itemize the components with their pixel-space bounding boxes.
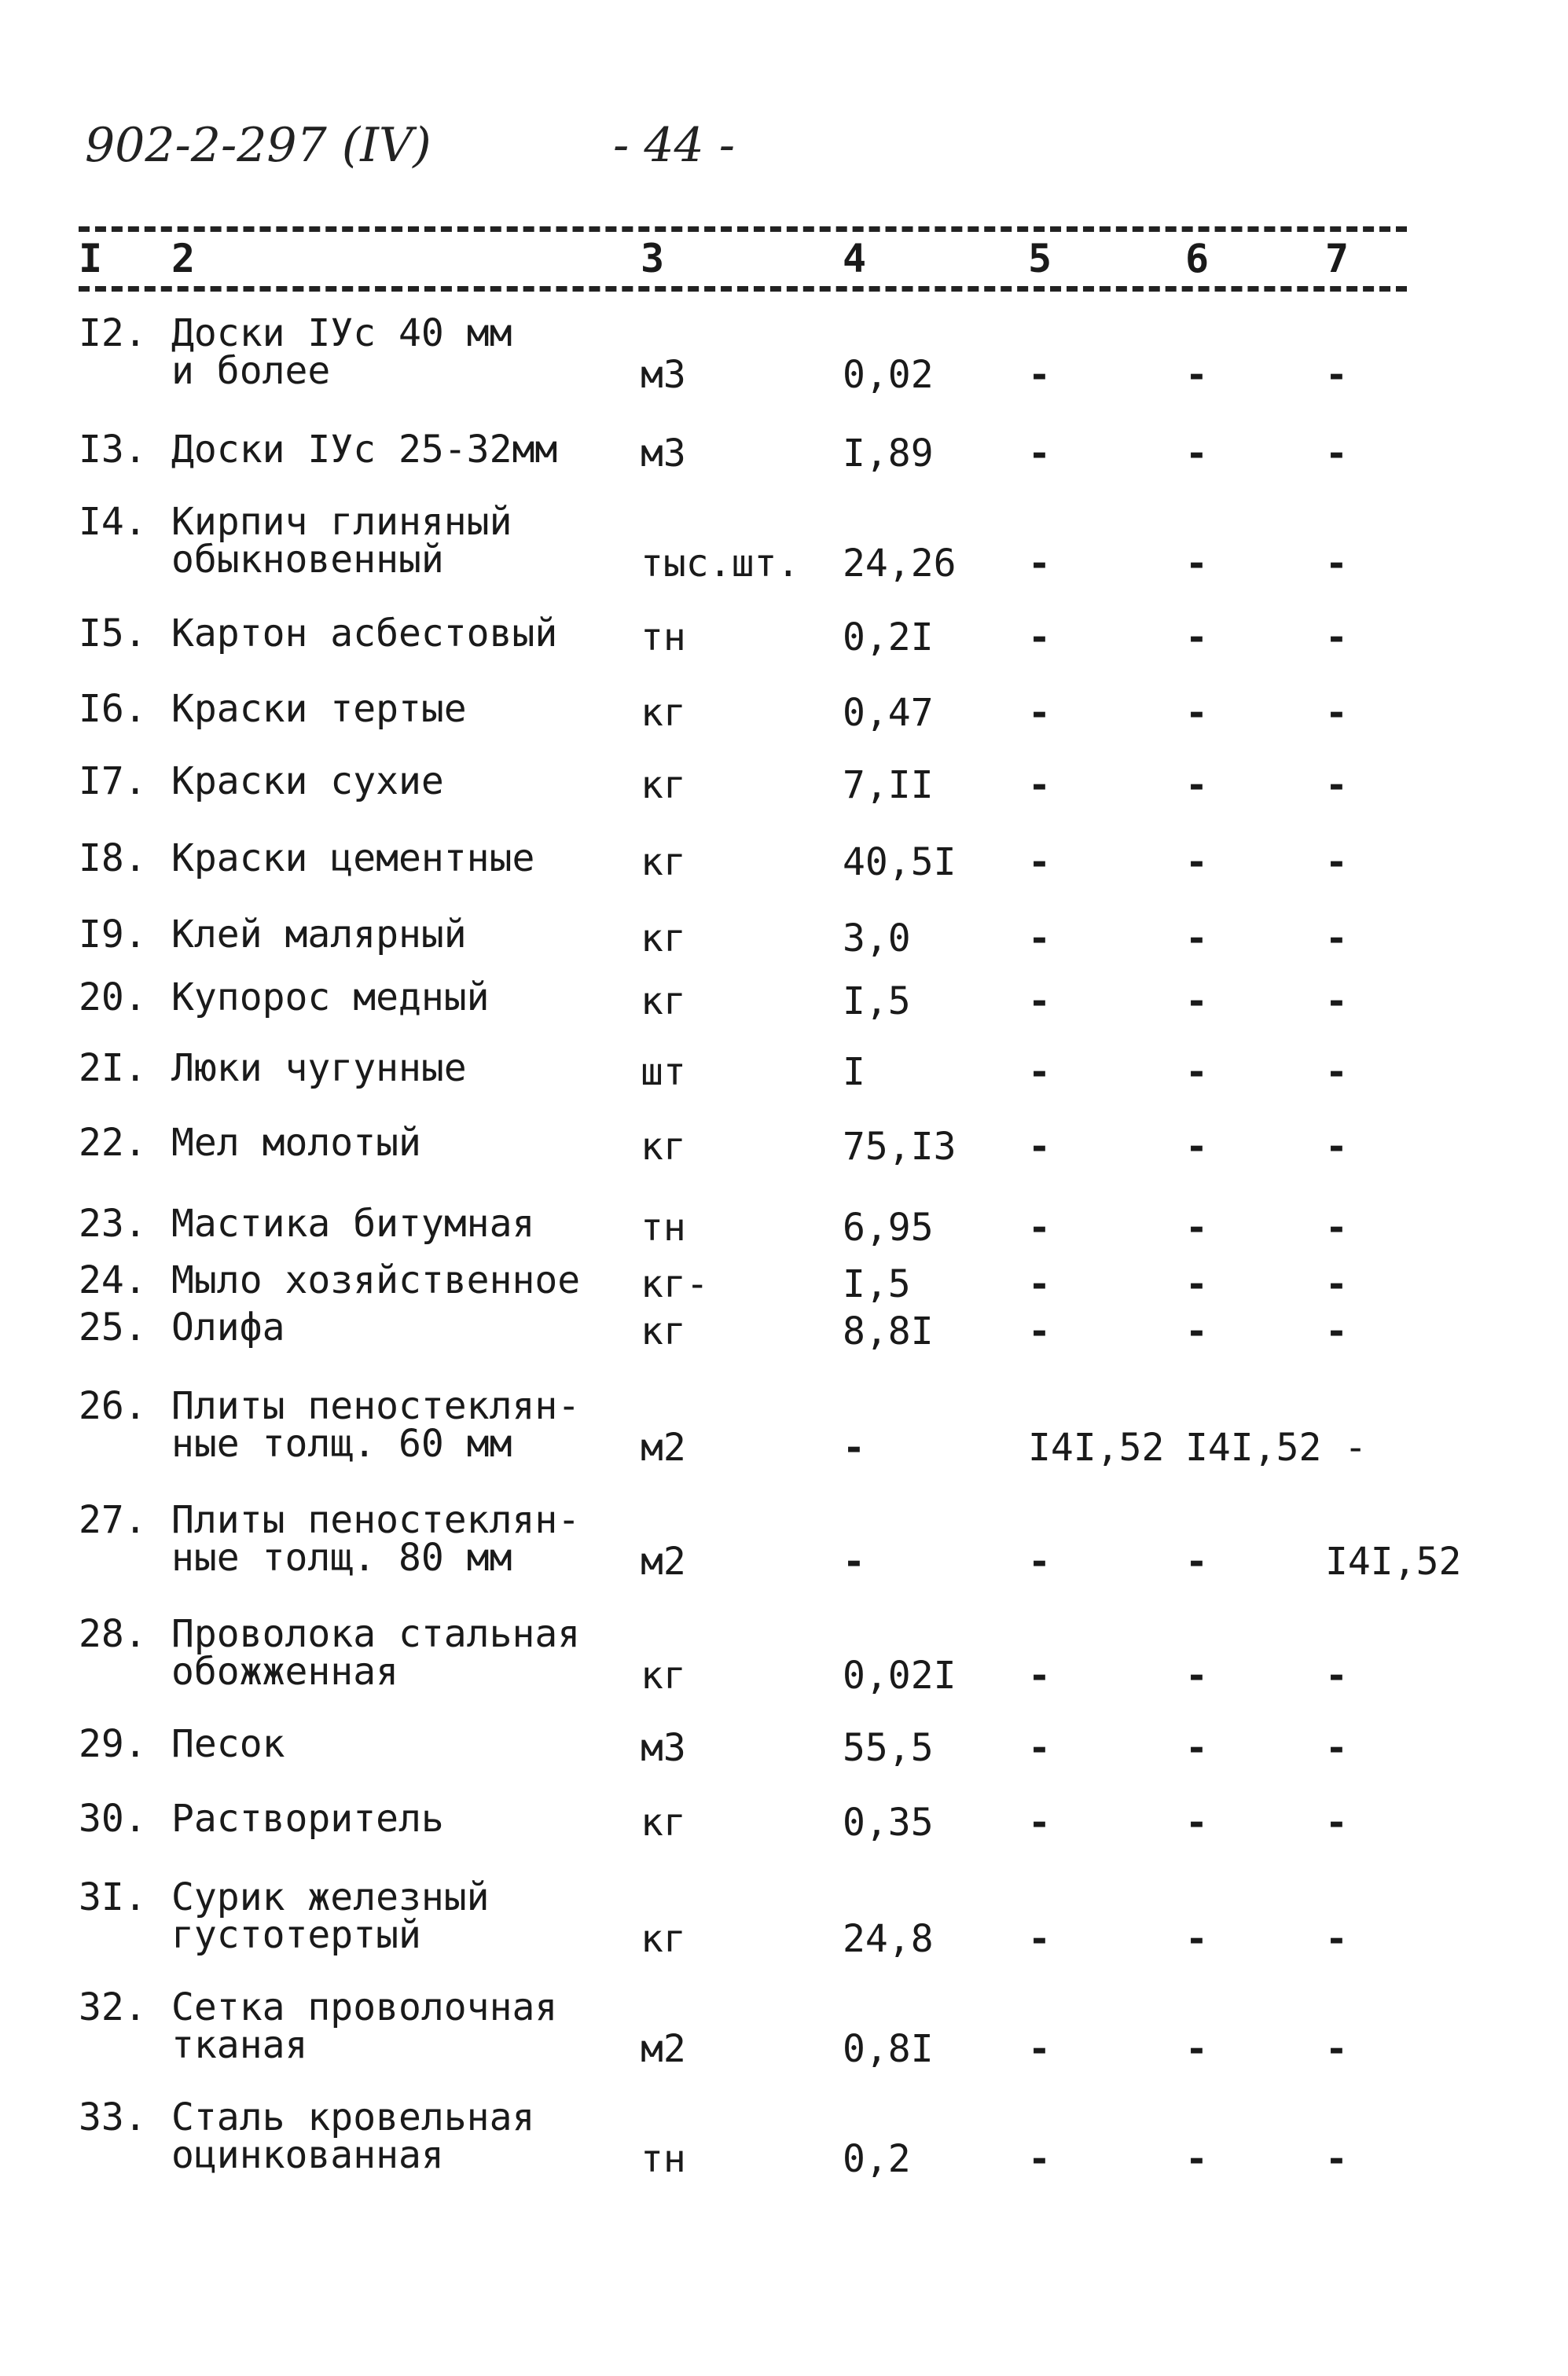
value-cell-c5: - — [1028, 1050, 1051, 1094]
unit-cell: кг — [641, 1654, 686, 1698]
value-cell-c5: - — [1028, 979, 1051, 1023]
row-number: 27. — [79, 1498, 147, 1542]
value-cell-c7: - — [1325, 1801, 1348, 1845]
value-cell-c6: - — [1185, 1917, 1208, 1961]
value-cell-c7: - — [1325, 1262, 1348, 1306]
quantity-cell: - — [843, 1540, 865, 1584]
material-name: Люки чугунные — [171, 1046, 467, 1090]
material-name: Мел молотый — [171, 1121, 421, 1165]
row-number: 26. — [79, 1384, 147, 1428]
quantity-cell: - — [843, 1426, 865, 1470]
value-cell-c5: - — [1028, 1726, 1051, 1770]
row-number: 22. — [79, 1121, 147, 1165]
value-cell-c5: - — [1028, 691, 1051, 735]
unit-cell: м2 — [641, 1540, 686, 1584]
column-header-5: 5 — [1028, 236, 1052, 281]
value-cell-c6: - — [1185, 979, 1208, 1023]
value-cell-c5: - — [1028, 1654, 1051, 1698]
material-name: ные толщ. 60 мм — [171, 1422, 512, 1466]
material-name: Картон асбестовый — [171, 611, 558, 656]
value-cell-c7: - — [1325, 916, 1348, 960]
value-cell-c6: - — [1185, 1125, 1208, 1169]
unit-cell: м3 — [641, 1726, 686, 1770]
unit-cell: шт — [641, 1050, 686, 1094]
value-cell-c7: - — [1325, 431, 1348, 476]
value-cell-c7: - — [1325, 1206, 1348, 1250]
material-name: Сетка проволочная — [171, 1985, 558, 2029]
material-name: Доски IУс 40 мм — [171, 311, 512, 355]
material-name: и более — [171, 349, 331, 393]
row-number: 25. — [79, 1306, 147, 1350]
unit-cell: м3 — [641, 431, 686, 476]
value-cell-c5: - — [1028, 1917, 1051, 1961]
material-name: Плиты пеностеклян- — [171, 1384, 581, 1428]
quantity-cell: 24,8 — [843, 1917, 934, 1961]
unit-cell: кг — [641, 1801, 686, 1845]
value-cell-c6: - — [1185, 2137, 1208, 2181]
unit-cell: кг — [641, 763, 686, 807]
row-number: I8. — [79, 836, 147, 880]
material-name: Олифа — [171, 1306, 285, 1350]
value-cell-c5: - — [1028, 1801, 1051, 1845]
quantity-cell: I — [843, 1050, 865, 1094]
quantity-cell: 0,35 — [843, 1801, 934, 1845]
unit-cell: тыс.шт. — [641, 542, 800, 586]
row-number: 3I. — [79, 1875, 147, 1919]
value-cell-c5: - — [1028, 763, 1051, 807]
value-cell-c6: - — [1185, 1654, 1208, 1698]
material-name: Растворитель — [171, 1797, 444, 1841]
value-cell-c7: - — [1325, 2027, 1348, 2071]
material-name: Краски сухие — [171, 759, 444, 803]
document-code: 902-2-297 (IV) — [85, 118, 431, 173]
row-number: 29. — [79, 1722, 147, 1766]
quantity-cell: 7,II — [843, 763, 934, 807]
quantity-cell: 40,5I — [843, 840, 957, 884]
row-number: I5. — [79, 611, 147, 656]
material-name: Проволока стальная — [171, 1612, 581, 1656]
row-number: I2. — [79, 311, 147, 355]
quantity-cell: 55,5 — [843, 1726, 934, 1770]
column-header-6: 6 — [1185, 236, 1210, 281]
value-cell-c6: - — [1185, 840, 1208, 884]
material-name: Мыло хозяйственное — [171, 1258, 581, 1302]
quantity-cell: I,89 — [843, 431, 934, 476]
value-cell-c5: - — [1028, 1309, 1051, 1353]
value-cell-c5: I4I,52 — [1028, 1426, 1165, 1470]
quantity-cell: 0,8I — [843, 2027, 934, 2071]
quantity-cell: 8,8I — [843, 1309, 934, 1353]
material-name: Плиты пеностеклян- — [171, 1498, 581, 1542]
quantity-cell: 3,0 — [843, 916, 911, 960]
value-cell-c7: - — [1325, 1050, 1348, 1094]
material-name: густотертый — [171, 1913, 421, 1957]
value-cell-c5: - — [1028, 431, 1051, 476]
value-cell-c6: - — [1185, 763, 1208, 807]
quantity-cell: I,5 — [843, 979, 911, 1023]
material-name: ные толщ. 80 мм — [171, 1536, 512, 1580]
material-name: Мастика битумная — [171, 1202, 535, 1246]
row-number: 24. — [79, 1258, 147, 1302]
unit-cell: кг — [641, 840, 686, 884]
material-name: Краски цементные — [171, 836, 535, 880]
unit-cell: кг — [641, 1917, 686, 1961]
quantity-cell: 0,02 — [843, 353, 934, 397]
value-cell-c7: - — [1325, 353, 1348, 397]
row-number: 20. — [79, 975, 147, 1019]
value-cell-c5: - — [1028, 1540, 1051, 1584]
unit-cell: кг — [641, 1125, 686, 1169]
header-rule-bottom — [79, 286, 1407, 292]
row-number: I3. — [79, 428, 147, 472]
value-cell-c7: - — [1325, 615, 1348, 659]
column-header-4: 4 — [843, 236, 867, 281]
unit-cell: тн — [641, 615, 686, 659]
row-number: I7. — [79, 759, 147, 803]
material-name: Краски тертые — [171, 687, 467, 731]
value-cell-c5: - — [1028, 1125, 1051, 1169]
value-cell-c5: - — [1028, 1206, 1051, 1250]
column-header-2: 2 — [171, 236, 196, 281]
row-number: 2I. — [79, 1046, 147, 1090]
value-cell-c7: - — [1325, 2137, 1348, 2181]
value-cell-c7: - — [1325, 1125, 1348, 1169]
material-name: Песок — [171, 1722, 285, 1766]
row-number: I6. — [79, 687, 147, 731]
value-cell-c6: - — [1185, 1050, 1208, 1094]
value-cell-c6: - — [1185, 1726, 1208, 1770]
row-number: I4. — [79, 500, 147, 544]
column-header-3: 3 — [641, 236, 665, 281]
quantity-cell: 0,2I — [843, 615, 934, 659]
row-number: 23. — [79, 1202, 147, 1246]
quantity-cell: 24,26 — [843, 542, 957, 586]
row-number: 28. — [79, 1612, 147, 1656]
value-cell-c6: - — [1185, 1540, 1208, 1584]
quantity-cell: 0,2 — [843, 2137, 911, 2181]
material-name: Клей малярный — [171, 913, 467, 957]
value-cell-c6: - — [1185, 1801, 1208, 1845]
value-cell-c5: - — [1028, 353, 1051, 397]
value-cell-c7: I4I,52 — [1325, 1540, 1462, 1584]
value-cell-c7: - — [1325, 542, 1348, 586]
column-header-7: 7 — [1325, 236, 1350, 281]
value-cell-c6: - — [1185, 353, 1208, 397]
value-cell-c7: - — [1325, 1654, 1348, 1698]
row-number: 33. — [79, 2095, 147, 2139]
value-cell-c5: - — [1028, 2137, 1051, 2181]
row-number: I9. — [79, 913, 147, 957]
unit-cell: кг — [641, 1309, 686, 1353]
value-cell-c5: - — [1028, 1262, 1051, 1306]
value-cell-c7: - — [1325, 840, 1348, 884]
value-cell-c6: - — [1185, 916, 1208, 960]
value-cell-c6: - — [1185, 1309, 1208, 1353]
column-header-1: I — [79, 236, 103, 281]
value-cell-c5: - — [1028, 542, 1051, 586]
value-cell-c7: - — [1325, 979, 1348, 1023]
unit-cell: тн — [641, 1206, 686, 1250]
row-number: 30. — [79, 1797, 147, 1841]
material-name: Кирпич глиняный — [171, 500, 512, 544]
value-cell-c7: - — [1325, 763, 1348, 807]
material-name: Сталь кровельная — [171, 2095, 535, 2139]
material-name: Доски IУс 25-32мм — [171, 428, 558, 472]
unit-cell: кг — [641, 979, 686, 1023]
unit-cell: кг — [641, 691, 686, 735]
value-cell-c5: - — [1028, 916, 1051, 960]
value-cell-c5: - — [1028, 615, 1051, 659]
unit-cell: м2 — [641, 1426, 686, 1470]
value-cell-c7: - — [1325, 1726, 1348, 1770]
value-cell-c6: I4I,52 - — [1185, 1426, 1368, 1470]
unit-cell: кг- — [641, 1262, 709, 1306]
value-cell-c5: - — [1028, 840, 1051, 884]
material-name: тканая — [171, 2023, 308, 2067]
unit-cell: м3 — [641, 353, 686, 397]
material-name: Сурик железный — [171, 1875, 490, 1919]
value-cell-c7: - — [1325, 691, 1348, 735]
quantity-cell: 6,95 — [843, 1206, 934, 1250]
value-cell-c7: - — [1325, 1917, 1348, 1961]
material-name: обожженная — [171, 1650, 398, 1694]
value-cell-c6: - — [1185, 542, 1208, 586]
material-name: Купорос медный — [171, 975, 490, 1019]
material-name: обыкновенный — [171, 538, 444, 582]
quantity-cell: 0,47 — [843, 691, 934, 735]
quantity-cell: 75,I3 — [843, 1125, 957, 1169]
unit-cell: м2 — [641, 2027, 686, 2071]
row-number: 32. — [79, 1985, 147, 2029]
value-cell-c6: - — [1185, 1206, 1208, 1250]
unit-cell: тн — [641, 2137, 686, 2181]
value-cell-c5: - — [1028, 2027, 1051, 2071]
value-cell-c6: - — [1185, 691, 1208, 735]
material-name: оцинкованная — [171, 2133, 444, 2177]
value-cell-c6: - — [1185, 431, 1208, 476]
header-rule-top — [79, 226, 1407, 232]
unit-cell: кг — [641, 916, 686, 960]
quantity-cell: I,5 — [843, 1262, 911, 1306]
value-cell-c6: - — [1185, 1262, 1208, 1306]
quantity-cell: 0,02I — [843, 1654, 957, 1698]
value-cell-c6: - — [1185, 2027, 1208, 2071]
value-cell-c6: - — [1185, 615, 1208, 659]
page-number: - 44 - — [613, 118, 736, 173]
value-cell-c7: - — [1325, 1309, 1348, 1353]
